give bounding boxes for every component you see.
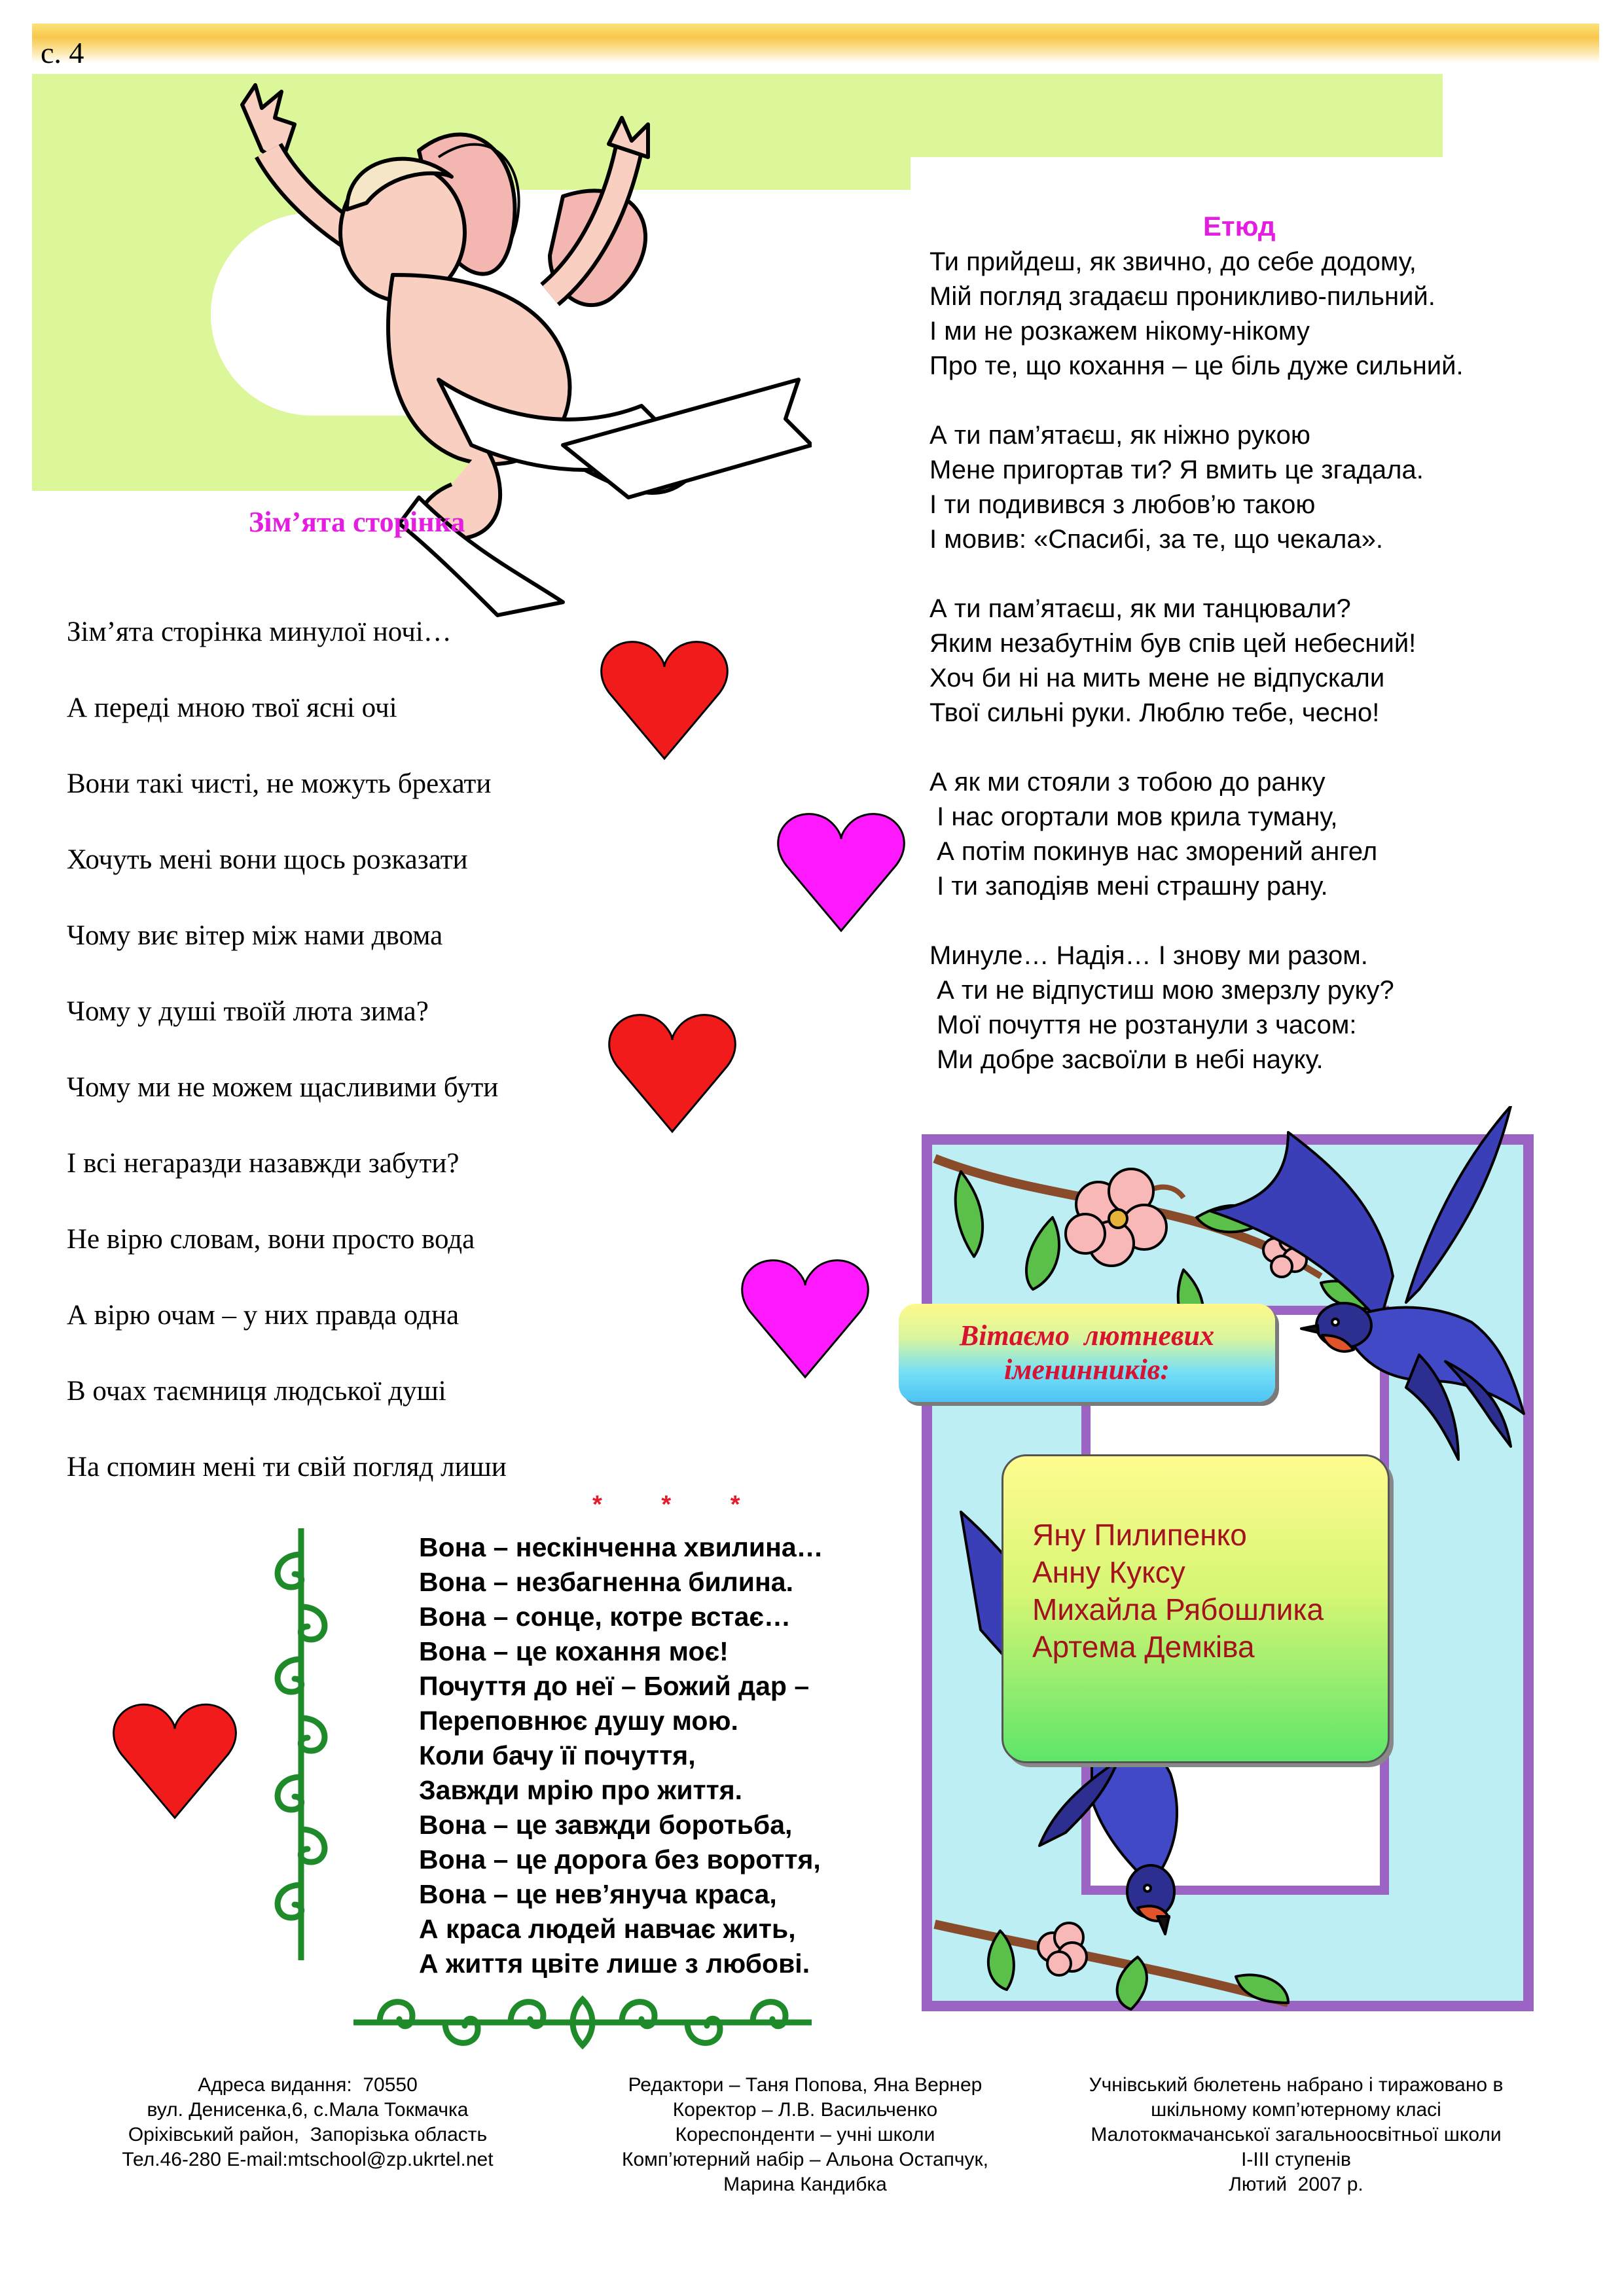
poem-line: Минуле… Надія… І знову ми разом.	[929, 941, 1368, 970]
poem-line: Вони такі чисті, не можуть брехати	[67, 768, 492, 799]
blossom-icon	[1066, 1169, 1166, 1266]
poem-line: І ти подивився з любов’ю такою	[929, 490, 1316, 519]
poem-line	[929, 904, 1464, 939]
floral-ornament	[353, 1990, 812, 2055]
birthday-name: Михайла Рябошлика	[1032, 1592, 1324, 1626]
floral-ornament	[265, 1528, 337, 1960]
page-number: с. 4	[41, 36, 84, 69]
poem-line: Переповнює душу мою.	[419, 1706, 738, 1736]
poem-line: А життя цвіте лише з любові.	[419, 1948, 810, 1979]
footer-address: Адреса видання: 70550 вул. Денисенка,6, с.Мала Токмачка Оріхівський район, Запорізька область Тел.46-280 E-mail:mtschool@zp.ukrtel.net	[122, 2074, 494, 2170]
poem-line: І ти заподіяв мені страшну рану.	[929, 872, 1328, 901]
poem-line: Хочуть мені вони щось розказати	[67, 844, 468, 875]
poem-line	[929, 384, 1464, 418]
poem-line: Хоч би ні на мить мене не відпускали	[929, 664, 1385, 692]
right-poem-title: Етюд	[1203, 211, 1276, 242]
blossom-icon	[1038, 1923, 1087, 1975]
birthday-name: Анну Куксу	[1032, 1555, 1185, 1589]
poem-line: Чому виє вітер між нами двома	[67, 920, 443, 951]
poem-line: Завжди мрію про життя.	[419, 1775, 743, 1805]
birthday-greeting-banner	[899, 1304, 1275, 1402]
footer-info: Учнівський бюлетень набрано і тиражовано в шкільному комп’ютерному класі Малотокмачанської загальноосвітньої школи І-ІІІ ступенів Лютий 2007 р.	[1089, 2074, 1504, 2195]
heart-icon	[776, 810, 907, 935]
poem-line: Твої сильні руки. Люблю тебе, чесно!	[929, 698, 1380, 727]
poem-line: Вона – це дорога без вороття,	[419, 1844, 821, 1874]
poem-line: Коли бачу її почуття,	[419, 1740, 696, 1770]
poem-line: Мене пригортав ти? Я вмить це згадала.	[929, 456, 1424, 484]
poem-line: А вірю очам – у них правда одна	[67, 1300, 460, 1331]
poem-line: Ти прийдеш, як звично, до себе додому,	[929, 247, 1416, 276]
poem-line: Не вірю словам, вони просто вода	[67, 1224, 475, 1255]
poem-line: І всі негаразди назавжди забути?	[67, 1148, 460, 1179]
left-poem	[67, 594, 507, 1505]
leaf-icon	[1026, 1217, 1059, 1289]
poem-line: Мої почуття не розтанули з часом:	[929, 1011, 1357, 1039]
poem-separator-stars: * * *	[592, 1491, 767, 1518]
poem-line	[929, 557, 1464, 592]
poem-line: А переді мною твої ясні очі	[67, 692, 397, 723]
poem-line: Вона – нескінченна хвилина…	[419, 1532, 823, 1562]
poem-line: Вона – це нев’януча краса,	[419, 1879, 777, 1909]
poem-line: Вона – це завжди боротьба,	[419, 1810, 793, 1840]
poem-line: Вона – незбагненна билина.	[419, 1567, 793, 1597]
poem-line: Почуття до неї – Божий дар –	[419, 1671, 810, 1701]
poem-line: Яким незабутнім був спів цей небесний!	[929, 629, 1416, 658]
poem-line: В очах таємниця людської душі	[67, 1376, 446, 1407]
poem-line: Про те, що кохання – це біль дуже сильний.	[929, 351, 1464, 380]
left-poem-title: Зім’ята сторінка	[249, 506, 465, 538]
poem-line: Чому ми не можем щасливими бути	[67, 1072, 499, 1103]
leaf-icon	[1236, 1975, 1288, 2003]
heart-icon	[599, 638, 730, 762]
heart-icon	[740, 1257, 871, 1381]
poem-line: А як ми стояли з тобою до ранку	[929, 768, 1326, 797]
poem-line: А потім покинув нас зморений ангел	[929, 837, 1378, 866]
poem-line: Ми добре засвоїли в небі науку.	[929, 1045, 1324, 1074]
birthday-names-box	[1001, 1454, 1390, 1763]
leaf-icon	[956, 1172, 983, 1257]
birthday-name: Яну Пилипенко	[1032, 1518, 1247, 1552]
poem-line: На спомин мені ти свій погляд лиши	[67, 1452, 507, 1482]
footer-editors: Редактори – Таня Попова, Яна Вернер Коректор – Л.В. Васильченко Кореспонденти – учні школи Комп’ютерний набір – Альона Остапчук, Марина Кандибка	[621, 2074, 989, 2195]
swallow-bird	[1210, 1106, 1524, 1460]
heart-icon	[111, 1700, 238, 1822]
poem-line: І мовив: «Спасибі, за те, що чекала».	[929, 525, 1383, 554]
birthday-name: Артема Демківа	[1032, 1630, 1255, 1664]
heart-icon	[607, 1011, 738, 1136]
poem-line: А ти пам’ятаєш, як ніжно рукою	[929, 421, 1310, 450]
right-poem	[929, 245, 1464, 1077]
poem-line: Мій погляд згадаєш проникливо-пильний.	[929, 282, 1435, 311]
greeting-title: Вітаємо лютневих іменинників:	[959, 1319, 1215, 1386]
poem-line: Чому у душі твоїй люта зима?	[67, 996, 429, 1027]
poem-line: І нас огортали мов крила туману,	[929, 802, 1338, 831]
poem-line: Вона – це кохання моє!	[419, 1636, 729, 1666]
cupid-illustration	[223, 79, 812, 628]
poem-line: І ми не розкажем нікому-нікому	[929, 317, 1310, 346]
poem-line	[929, 730, 1464, 765]
header-bar	[32, 24, 1599, 63]
poem-line: Зім’ята сторінка минулої ночі…	[67, 617, 452, 647]
poem-line: А краса людей навчає жить,	[419, 1914, 796, 1944]
poem-line: А ти не відпустиш мою змерзлу руку?	[929, 976, 1394, 1005]
poem-line: А ти пам’ятаєш, як ми танцювали?	[929, 594, 1351, 623]
third-poem	[419, 1530, 823, 1981]
poem-line: Вона – сонце, котре встає…	[419, 1602, 791, 1632]
